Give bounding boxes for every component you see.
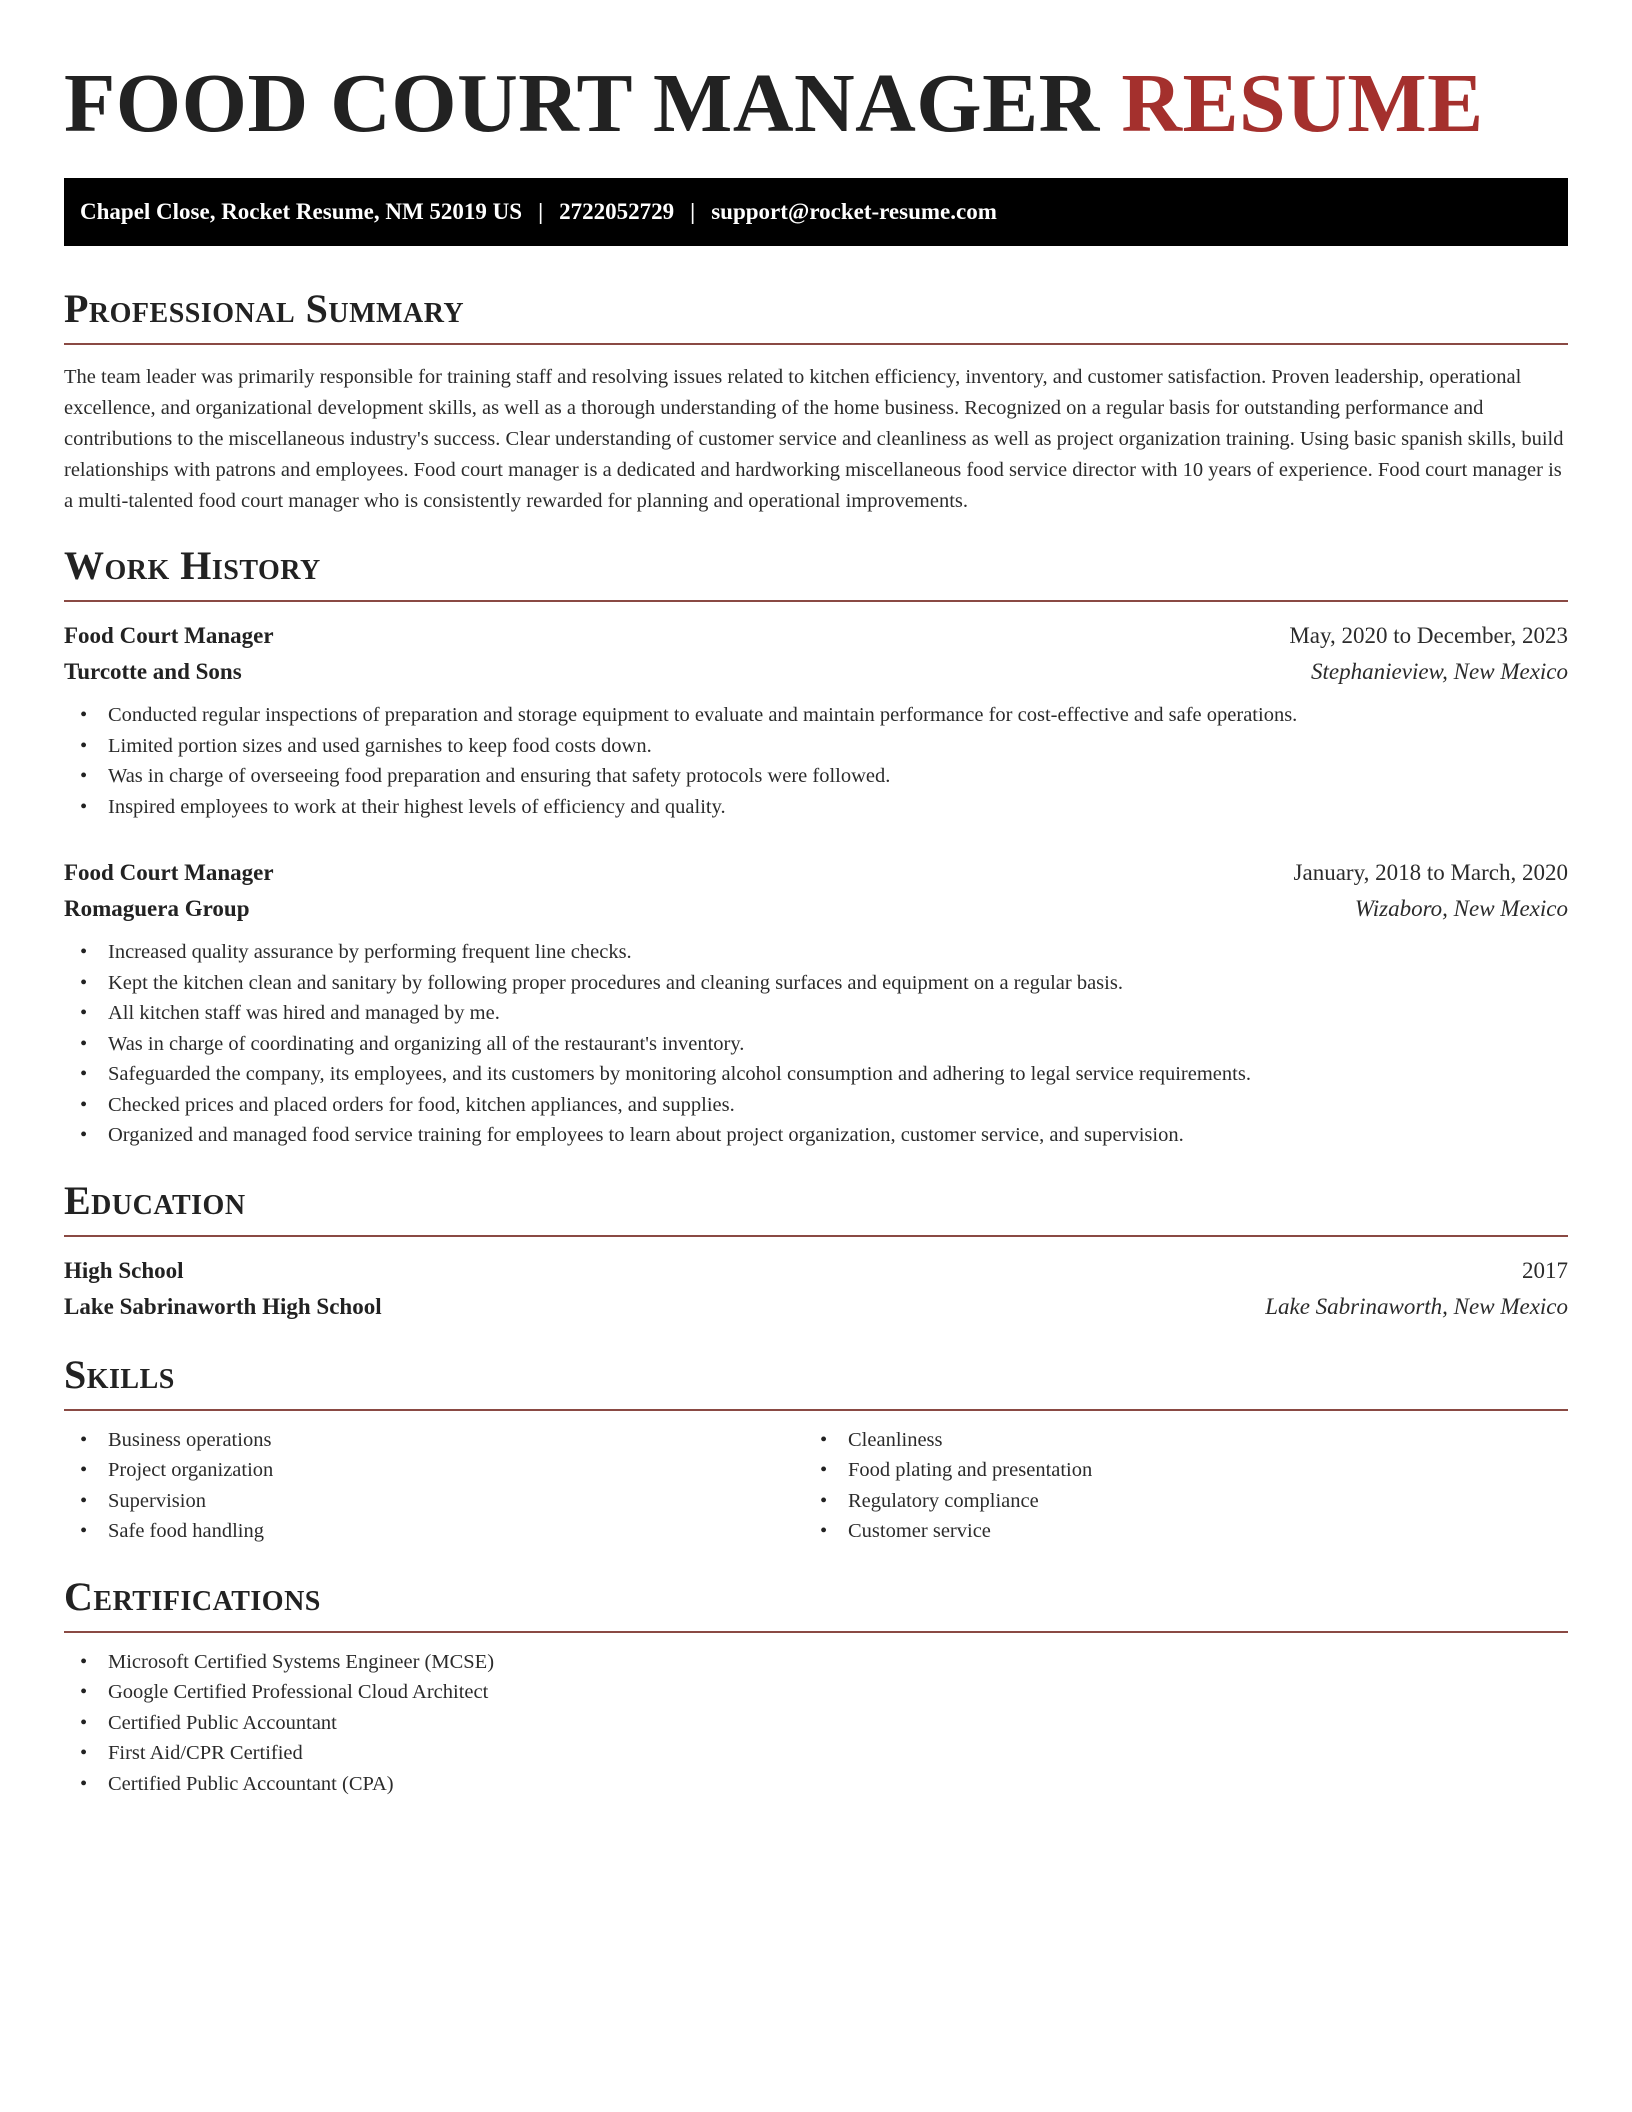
list-item: • Customer service [804, 1516, 1544, 1547]
list-item: • Google Certified Professional Cloud Architect [64, 1677, 1568, 1708]
section-divider [64, 1631, 1568, 1633]
list-item: • Certified Public Accountant (CPA) [64, 1769, 1568, 1800]
list-item: • Inspired employees to work at their highest levels of efficiency and quality. [64, 792, 1568, 823]
list-item: • Checked prices and placed orders for food, kitchen appliances, and supplies. [64, 1090, 1568, 1121]
contact-separator: | [538, 199, 544, 224]
section-heading-certifications: Certifications [64, 1573, 321, 1619]
education-entry [64, 1253, 1568, 1325]
section-divider [64, 1235, 1568, 1237]
list-item: • Limited portion sizes and used garnishes to keep food costs down. [64, 731, 1568, 762]
job-entry [64, 618, 1568, 822]
list-item: • Regulatory compliance [804, 1486, 1544, 1517]
job-dates: January, 2018 to March, 2020 [1293, 860, 1568, 885]
certifications-list [64, 1647, 1568, 1800]
job-company-row [64, 654, 1568, 690]
list-item: • Microsoft Certified Systems Engineer (MCSE) [64, 1647, 1568, 1678]
job-location: Stephanieview, New Mexico [1311, 659, 1568, 684]
list-item: • All kitchen staff was hired and managed by me. [64, 998, 1568, 1029]
section-heading-skills: Skills [64, 1351, 175, 1397]
job-title: Food Court Manager [64, 623, 274, 648]
section-heading-education: Education [64, 1177, 246, 1223]
job-title: Food Court Manager [64, 860, 274, 885]
section-heading-work-history: Work History [64, 543, 321, 588]
list-item: • Food plating and presentation [804, 1455, 1544, 1486]
education-school-row [64, 1289, 1568, 1325]
job-responsibilities [64, 937, 1568, 1151]
skills-section [64, 1353, 1568, 1547]
skills-grid [64, 1425, 1568, 1547]
certifications-section [64, 1575, 1568, 1800]
job-responsibilities [64, 700, 1568, 822]
education-section [64, 1179, 1568, 1325]
list-item: • Safe food handling [64, 1516, 804, 1547]
job-entry [64, 855, 1568, 1151]
education-school: Lake Sabrinaworth High School [64, 1293, 382, 1319]
job-header-row [64, 618, 1568, 654]
list-item: • First Aid/CPR Certified [64, 1738, 1568, 1769]
job-company: Turcotte and Sons [64, 659, 242, 684]
list-item: • Supervision [64, 1486, 804, 1517]
list-item: • Organized and managed food service training for employees to learn about project organization, customer service, and supervision. [64, 1120, 1568, 1151]
skills-list-left [64, 1425, 804, 1547]
section-divider [64, 600, 1568, 602]
list-item: • Cleanliness [804, 1425, 1544, 1456]
contact-email: support@rocket-resume.com [711, 199, 997, 224]
job-company: Romaguera Group [64, 896, 250, 921]
contact-bar [64, 178, 1568, 246]
list-item: • Conducted regular inspections of preparation and storage equipment to evaluate and maintain performance for cost-effective and safe operations. [64, 700, 1568, 731]
job-location: Wizaboro, New Mexico [1354, 896, 1568, 921]
list-item: • Kept the kitchen clean and sanitary by following proper procedures and cleaning surfaces and equipment on a regular basis. [64, 968, 1568, 999]
section-divider [64, 343, 1568, 345]
education-year: 2017 [1522, 1257, 1568, 1283]
work-history-section [64, 544, 1568, 1151]
summary-text: The team leader was primarily responsible for training staff and resolving issues related to kitchen efficiency, inventory, and customer satisfaction. Proven leadership, operational excellence, and organizational development skills, as well as a thorough understanding of the home business. Recognized on a regular basis for outstanding performance and contributions to the miscellaneous industry's success. Clear understanding of customer service and cleanliness as well as project organization training. Using basic spanish skills, build relationships with patrons and employees. Food court manager is a dedicated and hardworking miscellaneous food service director with 10 years of experience. Food court manager is a multi-talented food court manager who is consistently rewarded for planning and operational improvements. [64, 366, 1564, 512]
resume-title [64, 0, 1568, 152]
section-divider [64, 1409, 1568, 1411]
job-company-row [64, 891, 1568, 927]
list-item: • Certified Public Accountant [64, 1708, 1568, 1739]
list-item: • Increased quality assurance by performing frequent line checks. [64, 937, 1568, 968]
education-header-row [64, 1253, 1568, 1289]
job-header-row [64, 855, 1568, 891]
title-main: FOOD COURT MANAGER [64, 57, 1100, 150]
list-item: • Project organization [64, 1455, 804, 1486]
list-item: • Business operations [64, 1425, 804, 1456]
list-item: • Was in charge of coordinating and organizing all of the restaurant's inventory. [64, 1029, 1568, 1060]
title-accent: RESUME [1121, 57, 1484, 150]
summary-section [64, 287, 1568, 517]
contact-separator: | [690, 199, 696, 224]
contact-phone: 2722052729 [559, 199, 675, 224]
skills-list-right [804, 1425, 1544, 1547]
list-item: • Was in charge of overseeing food preparation and ensuring that safety protocols were followed. [64, 761, 1568, 792]
section-heading-summary: Professional Summary [64, 286, 465, 331]
education-location: Lake Sabrinaworth, New Mexico [1265, 1293, 1568, 1319]
contact-address: Chapel Close, Rocket Resume, NM 52019 US [80, 199, 523, 224]
education-degree: High School [64, 1257, 184, 1283]
job-dates: May, 2020 to December, 2023 [1289, 623, 1568, 648]
list-item: • Safeguarded the company, its employees, and its customers by monitoring alcohol consumption and adhering to legal service requirements. [64, 1059, 1568, 1090]
